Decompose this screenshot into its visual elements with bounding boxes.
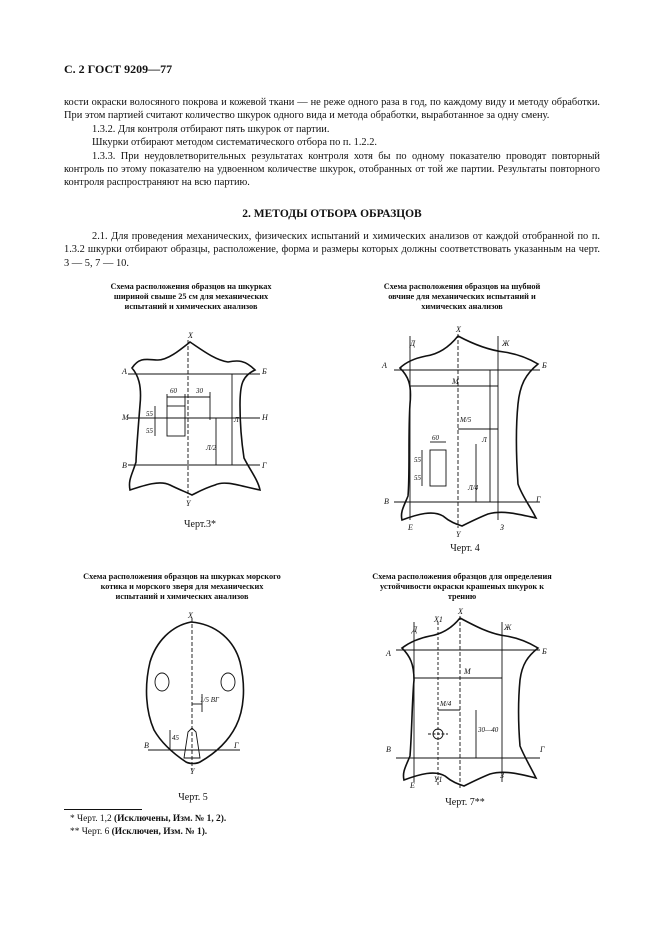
fig7-letter-b: Б xyxy=(542,647,547,656)
fig3-letter-b: Б xyxy=(262,367,267,376)
fig4-dim-60: 60 xyxy=(432,434,439,442)
fig3-dim-60: 60 xyxy=(170,387,177,395)
fig7-letter-zh: Ж xyxy=(504,623,512,632)
fig7-dim-3040: 30—40 xyxy=(478,726,499,734)
footnote-2-text: ** Черт. 6 xyxy=(70,827,112,837)
page-header: С. 2 ГОСТ 9209—77 xyxy=(64,62,173,76)
fig5-label: Черт. 5 xyxy=(178,792,208,803)
fig4-letter-x: X xyxy=(456,325,461,334)
fig3-letter-v: B xyxy=(122,461,127,470)
footnote-1 xyxy=(70,813,226,825)
fig5-letter-x: X xyxy=(188,612,193,620)
fig5-letter-g: Г xyxy=(234,741,239,750)
fig4-letter-zh: Ж xyxy=(502,339,510,348)
fig7-label: Черт. 7** xyxy=(445,797,485,808)
fig7-letter-z: З xyxy=(500,771,504,780)
fig5-diagram xyxy=(136,612,266,777)
footnote-divider xyxy=(64,809,142,810)
fig5-dim-45: 45 xyxy=(172,734,179,742)
fig4-letter-g: Г xyxy=(536,495,541,504)
fig3-letter-g: Г xyxy=(262,461,267,470)
footnote-2-bold: (Исключен, Изм. № 1). xyxy=(111,827,208,837)
fig7-caption: Схема расположения образцов для определения устойчивости окраски крашеных шкурок к трению xyxy=(372,572,552,601)
fig4-letter-z: З xyxy=(500,523,504,532)
fig3-dim-55a: 55 xyxy=(146,410,153,418)
fig7-dim-m4: M/4 xyxy=(440,700,452,708)
intro-text xyxy=(64,96,600,190)
fig4-letter-v: B xyxy=(384,497,389,506)
paragraph-1: кости окраски волосяного покрова и кожевой ткани — не реже одного раза в год, по каждому виду и методу обработки. При этом партией считают количество шкурок одного вида и метода обработки, выработанное за одну смену. xyxy=(64,97,600,122)
paragraph-3: Шкурки отбирают методом систематического отбора по п. 1.2.2. xyxy=(92,137,378,149)
fig4-letter-d: Д xyxy=(410,339,416,348)
fig4-letter-e: E xyxy=(408,523,413,532)
fig3-dim-30: 30 xyxy=(196,387,203,395)
footnote-1-text: * Черт. 1,2 xyxy=(70,814,114,824)
fig7-letter-e: E xyxy=(410,781,415,790)
fig3-label: Черт.3* xyxy=(184,519,216,530)
fig7-letter-g: Г xyxy=(540,745,545,754)
fig4-dim-l4: Л/4 xyxy=(468,484,479,492)
fig5-letter-y: Y xyxy=(190,767,195,776)
fig4-dim-55a: 55 xyxy=(414,456,421,464)
fig4-letter-y: Y xyxy=(456,530,461,539)
fig7-letter-m: M xyxy=(464,667,471,676)
fig4-dim-55b: 55 xyxy=(414,474,421,482)
fig4-diagram xyxy=(378,324,553,539)
fig5-letter-v: B xyxy=(144,741,149,750)
fig3-letter-m: M xyxy=(122,413,129,422)
fig7-letter-a: A xyxy=(386,649,391,658)
footnote-1-bold: (Исключены, Изм. № 1, 2). xyxy=(114,814,227,824)
fig3-letter-a: A xyxy=(122,367,127,376)
fig7-letter-y1: Y1 xyxy=(434,775,443,784)
paragraph-4: 1.3.3. При неудовлетворительных результатах контроля хотя бы по одному показателю проводят повторный контроль по этому показателю на удвоенном количестве шкурок, отобранных от той же партии. Результаты повторного контроля распространяют на всю партию. xyxy=(64,150,600,189)
fig7-letter-x1: X1 xyxy=(434,615,443,624)
section-title: 2. МЕТОДЫ ОТБОРА ОБРАЗЦОВ xyxy=(242,208,422,220)
fig5-caption: Схема расположения образцов на шкурках морского котика и морского зверя для механических испытаний и химических анализов xyxy=(83,572,281,601)
section-text: 2.1. Для проведения механических, физических испытаний и химических анализов от каждой отобранной по п. 1.3.2 шкурки отбирают образцы, расположение, форма и размеры которых должны соответствовать указанным на черт. 3 — 5, 7 — 10. xyxy=(64,231,600,269)
fig4-letter-a: A xyxy=(382,361,387,370)
fig7-letter-v: B xyxy=(386,745,391,754)
fig3-letter-n: H xyxy=(262,413,268,422)
fig3-dim-55b: 55 xyxy=(146,427,153,435)
paragraph-2: 1.3.2. Для контроля отбирают пять шкурок от партии. xyxy=(92,123,330,135)
section-text-block xyxy=(64,230,600,270)
fig3-letter-x: X xyxy=(188,331,193,340)
fig7-diagram xyxy=(380,606,555,796)
fig3-diagram xyxy=(110,330,280,515)
fig4-dim-l: Л xyxy=(482,436,487,444)
fig3-letter-y: Y xyxy=(186,499,191,508)
fig3-caption: Схема расположения образцов на шкурках шириной свыше 25 см для механических испытаний и химических анализов xyxy=(110,282,272,311)
fig4-letter-m: M xyxy=(452,377,459,386)
fig4-dim-m5: M/5 xyxy=(460,416,472,424)
fig4-letter-b: Б xyxy=(542,361,547,370)
fig5-dim-15vg: 1/5 ВГ xyxy=(200,696,219,704)
fig3-dim-l: Л xyxy=(234,416,239,424)
fig7-letter-x: X xyxy=(458,607,463,616)
fig4-caption: Схема расположения образцов на шубной овчине для механических испытаний и химических анализов xyxy=(383,282,541,311)
fig4-label: Черт. 4 xyxy=(450,543,480,554)
fig3-dim-l2: Л/2 xyxy=(206,444,217,452)
footnote-2 xyxy=(70,826,207,838)
fig7-letter-d: Д xyxy=(412,625,418,634)
